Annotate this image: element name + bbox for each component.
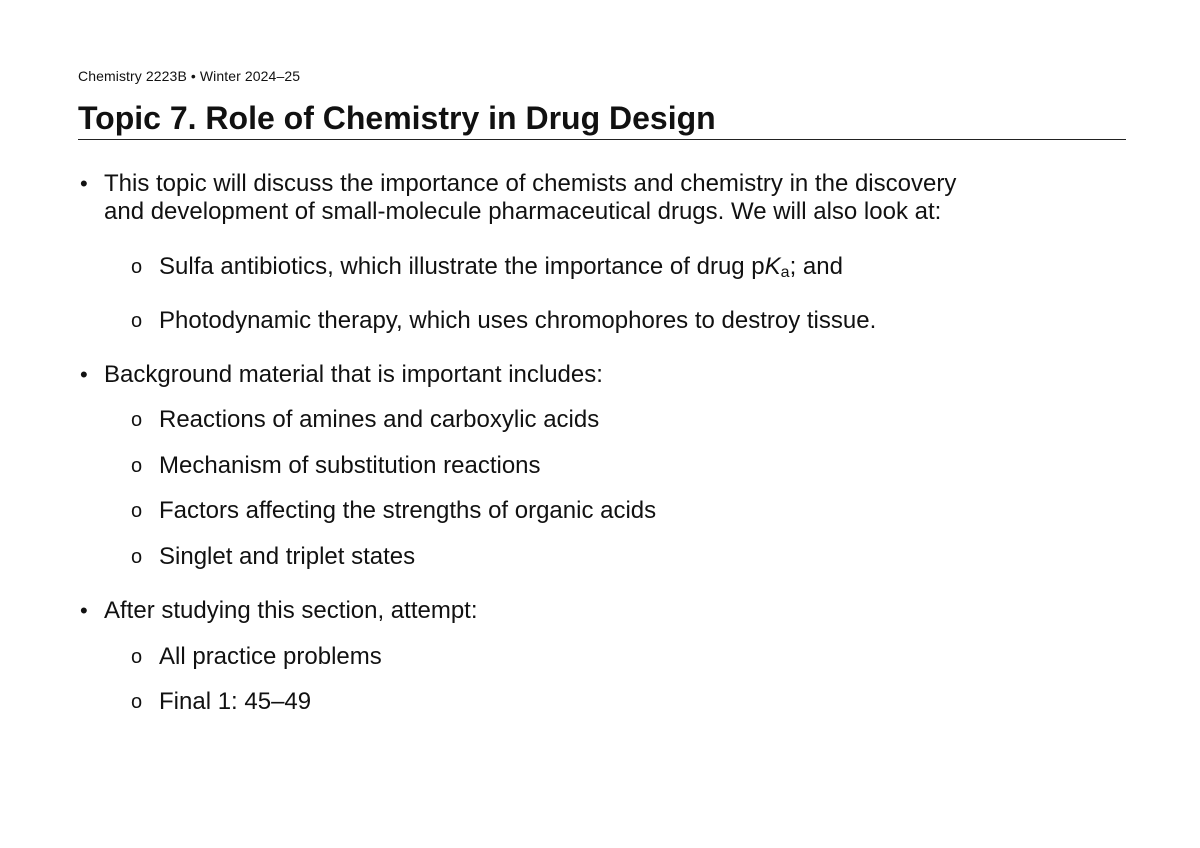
sub-item-sulfa-prefix: Sulfa antibiotics, which illustrate the importance of drug p [159,253,765,280]
sub-item-photodynamic-therapy: Photodynamic therapy, which uses chromophores to destroy tissue. [159,307,877,334]
sub-item-sulfa-suffix: ; and [789,253,843,280]
bullet-marker: • [80,598,88,623]
sub-bullet-marker: o [131,455,143,477]
sub-item-amines-acids: Reactions of amines and carboxylic acids [159,406,600,433]
bullet-marker: • [80,362,88,387]
sub-item-final-problems: Final 1: 45–49 [159,688,312,715]
bullet-2-text: Background material that is important includes: [104,361,603,388]
sub-bullet-marker: o [131,546,143,568]
sub-bullet-marker: o [131,310,143,332]
sub-item-substitution: Mechanism of substitution reactions [159,452,541,479]
sub-bullet-marker: o [131,646,143,668]
title-underline [78,139,1126,140]
sub-bullet-marker: o [131,409,143,431]
bullet-marker: • [80,171,88,196]
sub-bullet-marker: o [131,691,143,713]
sub-item-singlet-triplet: Singlet and triplet states [159,543,416,570]
pka-subscript: a [780,264,790,281]
sub-item-sulfa-antibiotics [159,253,843,287]
sub-bullet-marker: o [131,500,143,522]
bullet-3-text: After studying this section, attempt: [104,597,478,624]
bullet-1-line-2: and development of small-molecule pharmaceutical drugs. We will also look at: [104,198,942,225]
course-label: Chemistry 2223B • Winter 2024–25 [78,68,301,84]
sub-bullet-marker: o [131,256,143,278]
pka-k: K [764,253,781,280]
sub-item-practice-problems: All practice problems [159,643,382,670]
sub-item-acid-strength: Factors affecting the strengths of organic acids [159,497,657,524]
bullet-1-line-1: This topic will discuss the importance of chemists and chemistry in the discovery [104,170,957,197]
page-title: Topic 7. Role of Chemistry in Drug Design [78,100,716,136]
